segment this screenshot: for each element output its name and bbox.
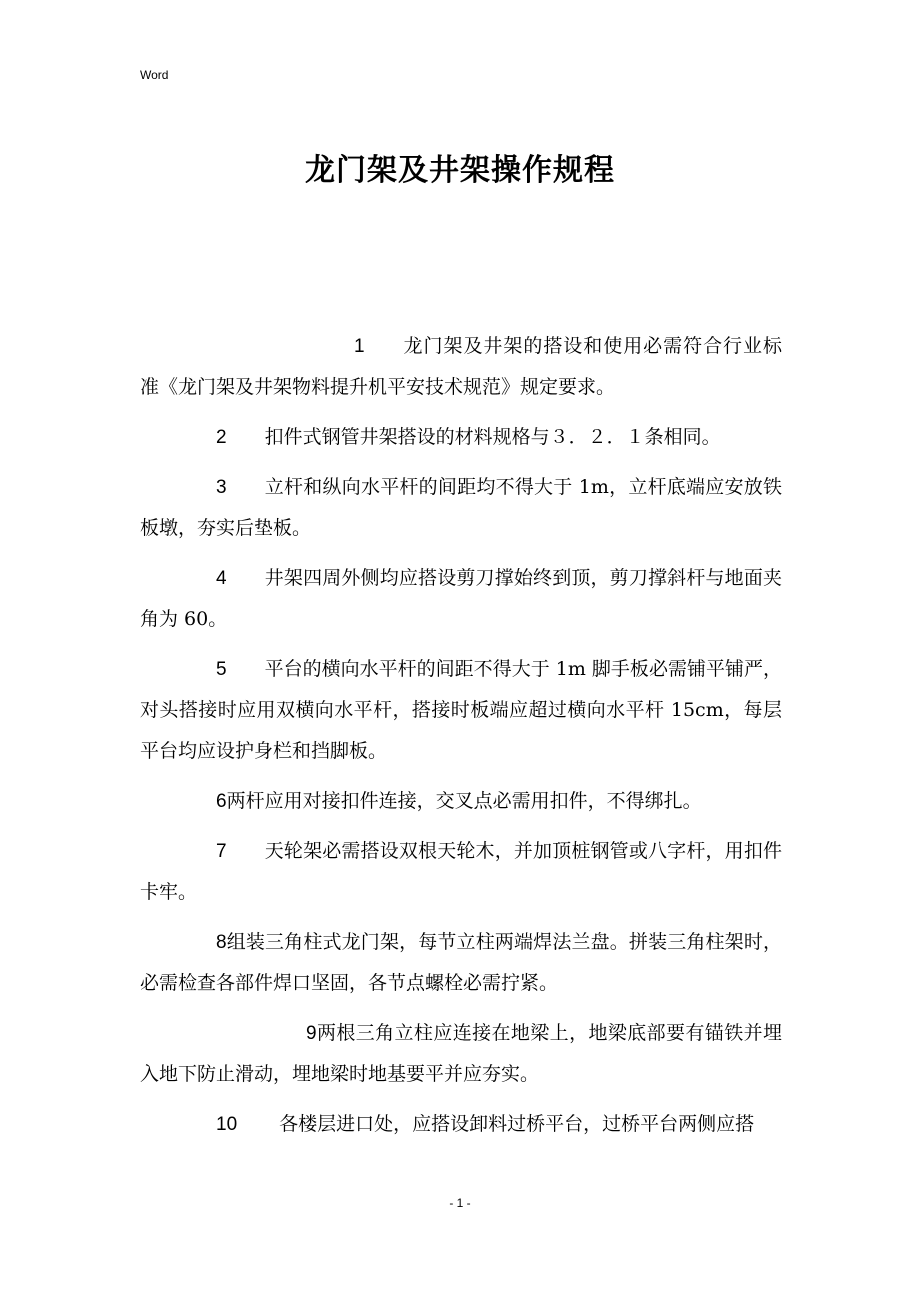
page-number: - 1 - (449, 1196, 471, 1210)
paragraph-text: 两杆应用对接扣件连接，交叉点必需用扣件，不得绑扎。 (226, 790, 702, 812)
paragraph-2 (140, 417, 782, 458)
paragraph-number: 7 (216, 841, 227, 862)
paragraph-number: 6 (216, 791, 227, 812)
document-title: 龙门架及井架操作规程 (305, 153, 615, 188)
paragraph-text: 井架四周外侧均应搭设剪刀撑始终到顶，剪刀撑斜杆与地面夹角为 60。 (140, 567, 782, 630)
paragraph-number: 3 (216, 477, 227, 498)
paragraph-5 (140, 649, 782, 772)
paragraph-text: 立杆和纵向水平杆的间距均不得大于 1m，立杆底端应安放铁板墩，夯实后垫板。 (140, 476, 782, 539)
paragraph-number: 9 (306, 1023, 317, 1044)
paragraph-4 (140, 558, 782, 640)
paragraph-number: 2 (216, 427, 227, 448)
paragraph-number: 10 (216, 1114, 238, 1135)
paragraph-number: 4 (216, 568, 227, 589)
paragraph-9 (140, 1013, 782, 1095)
paragraph-1 (140, 326, 782, 408)
paragraph-text: 天轮架必需搭设双根天轮木，并加顶桩钢管或八字杆，用扣件卡牢。 (140, 840, 782, 903)
paragraph-number: 1 (354, 336, 365, 357)
paragraph-text: 龙门架及井架的搭设和使用必需符合行业标准《龙门架及井架物料提升机平安技术规范》规定要求。 (140, 335, 782, 398)
header-label: Word (140, 68, 169, 82)
paragraph-7 (140, 831, 782, 913)
paragraph-8 (140, 922, 782, 1004)
paragraph-number: 5 (216, 659, 227, 680)
paragraph-3 (140, 467, 782, 549)
paragraph-number: 8 (216, 932, 227, 953)
paragraph-text: 组装三角柱式龙门架，每节立柱两端焊法兰盘。拼装三角柱架时，必需检查各部件焊口坚固，各节点螺栓必需拧紧。 (140, 931, 782, 994)
paragraph-text: 两根三角立柱应连接在地梁上，地梁底部要有锚铁并埋入地下防止滑动，埋地梁时地基要平并应夯实。 (140, 1022, 782, 1085)
paragraph-10 (140, 1104, 782, 1145)
paragraph-6 (140, 781, 782, 822)
paragraph-text: 平台的横向水平杆的间距不得大于 1m 脚手板必需铺平铺严，对头搭接时应用双横向水平杆，搭接时板端应超过横向水平杆 15cm，每层平台均应设护身栏和挡脚板。 (140, 658, 782, 762)
document-body (140, 326, 782, 1154)
paragraph-text: 扣件式钢管井架搭设的材料规格与３．２．１条相同。 (264, 426, 721, 448)
paragraph-text: 各楼层进口处，应搭设卸料过桥平台，过桥平台两侧应搭 (279, 1113, 755, 1135)
